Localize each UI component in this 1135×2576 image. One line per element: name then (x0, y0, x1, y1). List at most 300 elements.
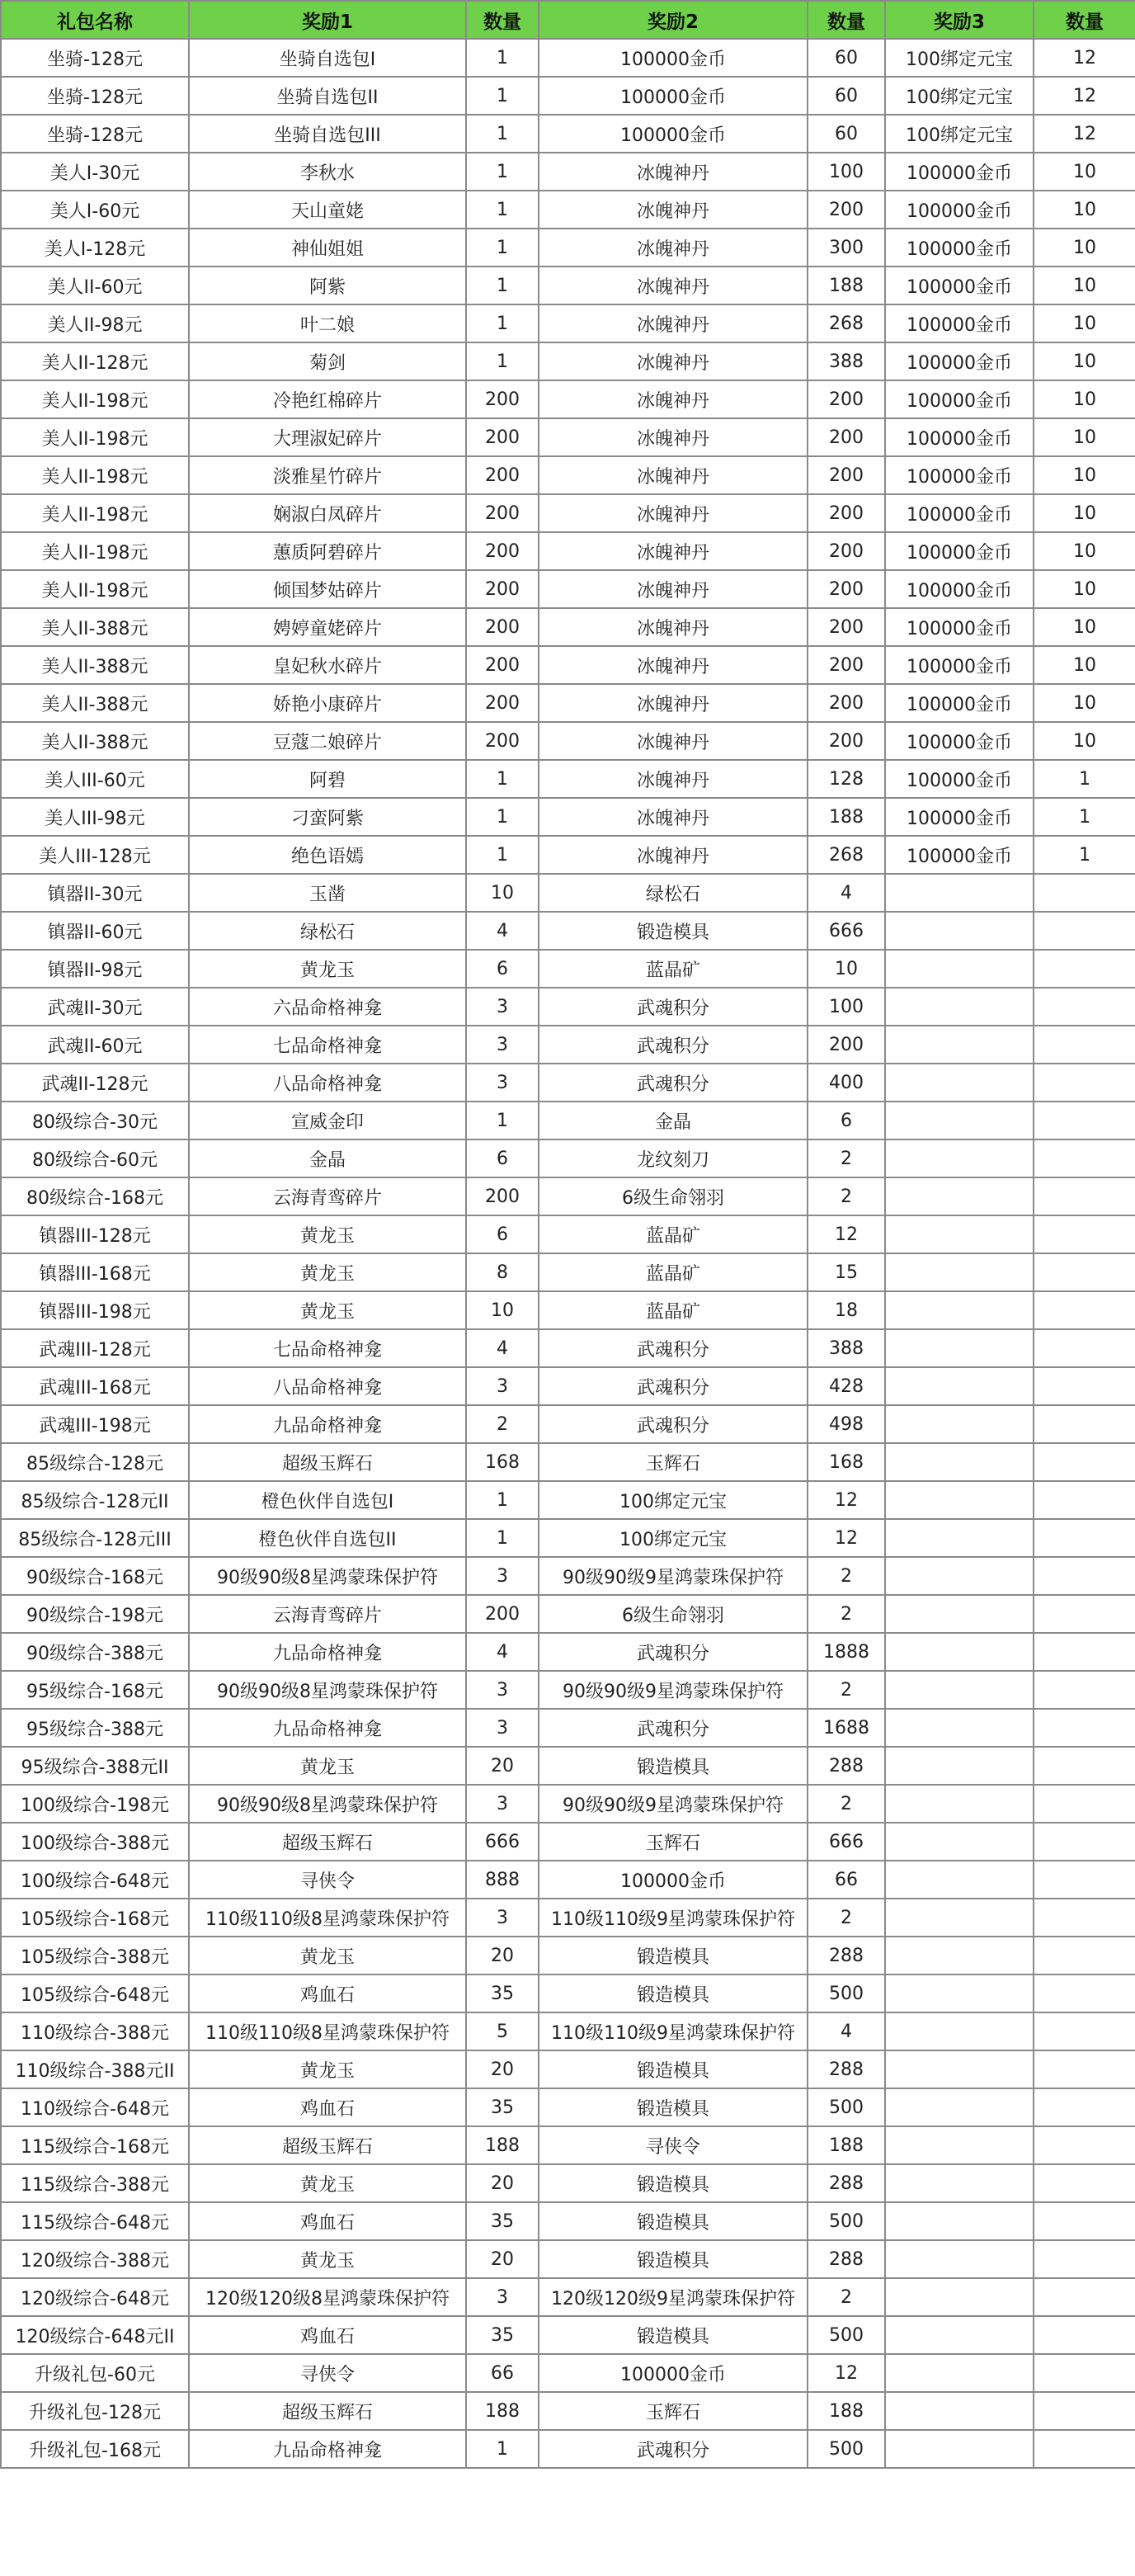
cell-col-reward1: 九品命格神龛 (189, 2430, 466, 2468)
cell-col-reward2: 120级120级9星鸿蒙珠保护符 (539, 2278, 808, 2316)
table-row (1, 1291, 1135, 1329)
cell-col-pack-name: 镇器III-198元 (1, 1291, 189, 1329)
cell-col-qty2: 500 (808, 2316, 885, 2354)
table-row (1, 2316, 1135, 2354)
table-header (1, 1, 1135, 39)
cell-col-qty1: 168 (466, 1443, 539, 1481)
cell-col-pack-name: 120级综合-648元II (1, 2316, 189, 2354)
table-row (1, 1671, 1135, 1709)
cell-col-qty3 (1034, 988, 1135, 1026)
cell-col-qty2: 2 (808, 1557, 885, 1595)
cell-col-qty1: 1 (466, 115, 539, 153)
cell-col-reward2: 6级生命翎羽 (539, 1177, 808, 1215)
cell-col-qty1: 888 (466, 1861, 539, 1899)
table-row (1, 760, 1135, 798)
cell-col-reward1: 九品命格神龛 (189, 1709, 466, 1747)
cell-col-pack-name: 升级礼包-60元 (1, 2354, 189, 2392)
table-row (1, 722, 1135, 760)
table-row (1, 798, 1135, 836)
cell-col-pack-name: 坐骑-128元 (1, 115, 189, 153)
cell-col-qty2: 666 (808, 912, 885, 950)
cell-col-qty2: 60 (808, 77, 885, 115)
cell-col-qty2: 500 (808, 2202, 885, 2240)
cell-col-qty3 (1034, 1671, 1135, 1709)
cell-col-reward1: 黄龙玉 (189, 2240, 466, 2278)
cell-col-reward2: 锻造模具 (539, 1937, 808, 1974)
cell-col-qty2: 2 (808, 1595, 885, 1633)
table-row (1, 380, 1135, 418)
cell-col-qty2: 200 (808, 608, 885, 646)
cell-col-qty2: 100 (808, 153, 885, 191)
cell-col-reward3 (885, 912, 1034, 950)
cell-col-qty1: 200 (466, 570, 539, 608)
cell-col-reward2: 100000金币 (539, 1861, 808, 1899)
cell-col-pack-name: 美人II-198元 (1, 380, 189, 418)
cell-col-qty3 (1034, 2240, 1135, 2278)
table-row (1, 456, 1135, 494)
cell-col-reward2: 蓝晶矿 (539, 1253, 808, 1291)
cell-col-pack-name: 115级综合-388元 (1, 2164, 189, 2202)
cell-col-reward2: 100绑定元宝 (539, 1519, 808, 1557)
cell-col-reward3 (885, 1481, 1034, 1519)
cell-col-qty3: 10 (1034, 342, 1135, 380)
cell-col-pack-name: 镇器III-128元 (1, 1215, 189, 1253)
cell-col-reward1: 七品命格神龛 (189, 1026, 466, 1064)
cell-col-reward2: 锻造模具 (539, 2088, 808, 2126)
cell-col-reward3: 100000金币 (885, 494, 1034, 532)
cell-col-pack-name: 105级综合-388元 (1, 1937, 189, 1974)
table-row (1, 1443, 1135, 1481)
cell-col-reward3 (885, 2050, 1034, 2088)
cell-col-qty3 (1034, 2430, 1135, 2468)
cell-col-qty2: 388 (808, 1329, 885, 1367)
cell-col-qty3: 10 (1034, 608, 1135, 646)
cell-col-reward2: 锻造模具 (539, 2202, 808, 2240)
cell-col-reward1: 大理淑妃碎片 (189, 418, 466, 456)
table-row (1, 1405, 1135, 1443)
cell-col-reward3 (885, 1405, 1034, 1443)
cell-col-qty2: 4 (808, 2012, 885, 2050)
cell-col-reward2: 90级90级9星鸿蒙珠保护符 (539, 1785, 808, 1823)
cell-col-qty2: 12 (808, 1519, 885, 1557)
cell-col-pack-name: 武魂III-128元 (1, 1329, 189, 1367)
cell-col-reward3 (885, 2126, 1034, 2164)
cell-col-reward1: 90级90级8星鸿蒙珠保护符 (189, 1785, 466, 1823)
cell-col-reward3: 100000金币 (885, 722, 1034, 760)
cell-col-qty2: 1888 (808, 1633, 885, 1671)
cell-col-reward1: 倾国梦姑碎片 (189, 570, 466, 608)
cell-col-pack-name: 115级综合-168元 (1, 2126, 189, 2164)
cell-col-qty3 (1034, 2202, 1135, 2240)
cell-col-reward1: 黄龙玉 (189, 1937, 466, 1974)
cell-col-reward3 (885, 2202, 1034, 2240)
cell-col-reward1: 金晶 (189, 1139, 466, 1177)
cell-col-qty2: 200 (808, 418, 885, 456)
cell-col-reward1: 超级玉辉石 (189, 1823, 466, 1861)
table-row (1, 1595, 1135, 1633)
cell-col-reward3: 100000金币 (885, 532, 1034, 570)
table-row (1, 229, 1135, 267)
cell-col-reward1: 淡雅星竹碎片 (189, 456, 466, 494)
header-col-qty1: 数量 (466, 1, 539, 39)
table-row (1, 1557, 1135, 1595)
cell-col-reward3 (885, 2430, 1034, 2468)
cell-col-qty1: 1 (466, 2430, 539, 2468)
cell-col-pack-name: 美人III-60元 (1, 760, 189, 798)
cell-col-qty2: 288 (808, 2240, 885, 2278)
cell-col-qty3 (1034, 1102, 1135, 1139)
table-row (1, 1367, 1135, 1405)
cell-col-pack-name: 镇器II-60元 (1, 912, 189, 950)
cell-col-reward1: 坐骑自选包III (189, 115, 466, 153)
cell-col-reward1: 菊剑 (189, 342, 466, 380)
cell-col-qty1: 1 (466, 39, 539, 77)
cell-col-reward3 (885, 1595, 1034, 1633)
cell-col-reward1: 阿紫 (189, 267, 466, 304)
cell-col-qty2: 300 (808, 229, 885, 267)
table-body (1, 39, 1135, 2468)
cell-col-qty1: 20 (466, 1747, 539, 1785)
cell-col-reward2: 绿松石 (539, 874, 808, 912)
cell-col-qty1: 200 (466, 608, 539, 646)
table-row (1, 950, 1135, 988)
cell-col-qty3 (1034, 1215, 1135, 1253)
cell-col-qty2: 1688 (808, 1709, 885, 1747)
cell-col-qty3 (1034, 1177, 1135, 1215)
cell-col-pack-name: 100级综合-648元 (1, 1861, 189, 1899)
cell-col-reward2: 武魂积分 (539, 1709, 808, 1747)
cell-col-qty1: 20 (466, 2240, 539, 2278)
cell-col-reward3: 100000金币 (885, 380, 1034, 418)
cell-col-reward2: 锻造模具 (539, 2164, 808, 2202)
cell-col-qty3 (1034, 1026, 1135, 1064)
cell-col-reward3: 100000金币 (885, 229, 1034, 267)
cell-col-qty3 (1034, 912, 1135, 950)
cell-col-pack-name: 美人II-60元 (1, 267, 189, 304)
cell-col-reward1: 橙色伙伴自选包II (189, 1519, 466, 1557)
cell-col-reward2: 冰魄神丹 (539, 267, 808, 304)
cell-col-qty2: 288 (808, 2164, 885, 2202)
cell-col-qty3: 10 (1034, 153, 1135, 191)
cell-col-reward2: 锻造模具 (539, 2050, 808, 2088)
cell-col-qty1: 2 (466, 1405, 539, 1443)
cell-col-reward1: 八品命格神龛 (189, 1064, 466, 1102)
cell-col-pack-name: 美人II-198元 (1, 532, 189, 570)
table-row (1, 1785, 1135, 1823)
cell-col-qty2: 288 (808, 1937, 885, 1974)
table-row (1, 1861, 1135, 1899)
cell-col-qty3: 1 (1034, 836, 1135, 874)
cell-col-reward3 (885, 1899, 1034, 1937)
cell-col-qty2: 60 (808, 115, 885, 153)
cell-col-qty1: 1 (466, 153, 539, 191)
cell-col-reward3 (885, 1367, 1034, 1405)
cell-col-qty3: 10 (1034, 532, 1135, 570)
cell-col-reward3: 100000金币 (885, 608, 1034, 646)
table-row (1, 2050, 1135, 2088)
table-row (1, 2088, 1135, 2126)
cell-col-reward2: 锻造模具 (539, 2316, 808, 2354)
cell-col-qty3: 10 (1034, 191, 1135, 229)
cell-col-qty3 (1034, 1937, 1135, 1974)
cell-col-reward3 (885, 1557, 1034, 1595)
cell-col-qty3 (1034, 1785, 1135, 1823)
cell-col-pack-name: 美人I-30元 (1, 153, 189, 191)
cell-col-qty1: 1 (466, 191, 539, 229)
cell-col-qty2: 200 (808, 1026, 885, 1064)
cell-col-reward1: 橙色伙伴自选包I (189, 1481, 466, 1519)
cell-col-reward2: 武魂积分 (539, 988, 808, 1026)
cell-col-pack-name: 85级综合-128元 (1, 1443, 189, 1481)
table-row (1, 684, 1135, 722)
cell-col-reward1: 超级玉辉石 (189, 2126, 466, 2164)
cell-col-reward1: 六品命格神龛 (189, 988, 466, 1026)
cell-col-reward1: 宣威金印 (189, 1102, 466, 1139)
cell-col-reward2: 冰魄神丹 (539, 456, 808, 494)
cell-col-pack-name: 镇器III-168元 (1, 1253, 189, 1291)
header-col-pack-name: 礼包名称 (1, 1, 189, 39)
cell-col-qty1: 200 (466, 684, 539, 722)
cell-col-reward3 (885, 1253, 1034, 1291)
cell-col-qty3 (1034, 2050, 1135, 2088)
cell-col-qty3: 10 (1034, 570, 1135, 608)
cell-col-pack-name: 武魂II-128元 (1, 1064, 189, 1102)
cell-col-reward1: 娴淑白凤碎片 (189, 494, 466, 532)
cell-col-qty2: 200 (808, 570, 885, 608)
cell-col-reward2: 武魂积分 (539, 1405, 808, 1443)
cell-col-qty2: 2 (808, 1671, 885, 1709)
cell-col-reward1: 黄龙玉 (189, 1291, 466, 1329)
cell-col-qty1: 4 (466, 1633, 539, 1671)
cell-col-reward3 (885, 1102, 1034, 1139)
cell-col-qty3 (1034, 1367, 1135, 1405)
cell-col-pack-name: 110级综合-388元II (1, 2050, 189, 2088)
cell-col-qty3 (1034, 2012, 1135, 2050)
cell-col-reward2: 冰魄神丹 (539, 646, 808, 684)
cell-col-reward1: 娉婷童姥碎片 (189, 608, 466, 646)
cell-col-reward2: 金晶 (539, 1102, 808, 1139)
cell-col-qty1: 200 (466, 418, 539, 456)
cell-col-qty1: 200 (466, 532, 539, 570)
cell-col-pack-name: 镇器II-98元 (1, 950, 189, 988)
cell-col-qty2: 200 (808, 722, 885, 760)
table-row (1, 2240, 1135, 2278)
cell-col-qty3 (1034, 1861, 1135, 1899)
cell-col-reward1: 李秋水 (189, 153, 466, 191)
cell-col-reward1: 120级120级8星鸿蒙珠保护符 (189, 2278, 466, 2316)
cell-col-qty2: 2 (808, 1139, 885, 1177)
cell-col-reward1: 娇艳小康碎片 (189, 684, 466, 722)
table-row (1, 2012, 1135, 2050)
cell-col-qty2: 200 (808, 456, 885, 494)
cell-col-qty1: 188 (466, 2126, 539, 2164)
cell-col-reward3 (885, 1974, 1034, 2012)
cell-col-qty1: 3 (466, 1026, 539, 1064)
cell-col-qty2: 12 (808, 1481, 885, 1519)
cell-col-reward3 (885, 2354, 1034, 2392)
cell-col-pack-name: 120级综合-648元 (1, 2278, 189, 2316)
cell-col-reward3 (885, 950, 1034, 988)
cell-col-reward3: 100绑定元宝 (885, 115, 1034, 153)
cell-col-reward1: 九品命格神龛 (189, 1633, 466, 1671)
cell-col-qty2: 200 (808, 532, 885, 570)
cell-col-qty2: 200 (808, 494, 885, 532)
cell-col-qty1: 188 (466, 2392, 539, 2430)
cell-col-qty1: 1 (466, 77, 539, 115)
cell-col-pack-name: 美人II-198元 (1, 456, 189, 494)
table-row (1, 1937, 1135, 1974)
cell-col-qty3 (1034, 1899, 1135, 1937)
cell-col-reward1: 黄龙玉 (189, 2164, 466, 2202)
cell-col-reward3 (885, 1937, 1034, 1974)
table-row (1, 153, 1135, 191)
cell-col-reward2: 武魂积分 (539, 1064, 808, 1102)
cell-col-reward2: 武魂积分 (539, 1329, 808, 1367)
cell-col-qty3: 10 (1034, 494, 1135, 532)
cell-col-reward1: 坐骑自选包II (189, 77, 466, 115)
cell-col-reward3 (885, 1861, 1034, 1899)
table-row (1, 267, 1135, 304)
table-row (1, 2126, 1135, 2164)
cell-col-pack-name: 美人II-98元 (1, 304, 189, 342)
cell-col-reward2: 冰魄神丹 (539, 418, 808, 456)
cell-col-qty2: 498 (808, 1405, 885, 1443)
cell-col-reward2: 冰魄神丹 (539, 380, 808, 418)
cell-col-reward1: 90级90级8星鸿蒙珠保护符 (189, 1557, 466, 1595)
cell-col-qty1: 35 (466, 2202, 539, 2240)
cell-col-reward2: 寻侠令 (539, 2126, 808, 2164)
table-row (1, 494, 1135, 532)
cell-col-qty1: 6 (466, 1215, 539, 1253)
table-row (1, 1026, 1135, 1064)
cell-col-qty1: 4 (466, 912, 539, 950)
table-row (1, 1709, 1135, 1747)
table-row (1, 39, 1135, 77)
cell-col-reward2: 冰魄神丹 (539, 153, 808, 191)
cell-col-qty2: 388 (808, 342, 885, 380)
cell-col-qty1: 6 (466, 950, 539, 988)
table-row (1, 2164, 1135, 2202)
cell-col-reward2: 100000金币 (539, 39, 808, 77)
cell-col-reward3 (885, 1329, 1034, 1367)
cell-col-qty1: 3 (466, 1367, 539, 1405)
cell-col-qty2: 200 (808, 684, 885, 722)
cell-col-reward3 (885, 1064, 1034, 1102)
cell-col-qty3 (1034, 1557, 1135, 1595)
table-row (1, 874, 1135, 912)
cell-col-reward3: 100000金币 (885, 191, 1034, 229)
cell-col-qty3 (1034, 1405, 1135, 1443)
cell-col-qty3: 12 (1034, 115, 1135, 153)
cell-col-pack-name: 美人II-388元 (1, 722, 189, 760)
cell-col-reward1: 鸡血石 (189, 2202, 466, 2240)
cell-col-reward1: 刁蛮阿紫 (189, 798, 466, 836)
cell-col-qty1: 200 (466, 494, 539, 532)
table-row (1, 1177, 1135, 1215)
cell-col-qty3 (1034, 2278, 1135, 2316)
cell-col-reward2: 锻造模具 (539, 1974, 808, 2012)
cell-col-qty3 (1034, 1443, 1135, 1481)
cell-col-qty3 (1034, 1747, 1135, 1785)
cell-col-qty1: 200 (466, 380, 539, 418)
cell-col-reward1: 八品命格神龛 (189, 1367, 466, 1405)
cell-col-pack-name: 85级综合-128元III (1, 1519, 189, 1557)
cell-col-qty3 (1034, 2392, 1135, 2430)
cell-col-qty2: 128 (808, 760, 885, 798)
cell-col-qty3 (1034, 1253, 1135, 1291)
cell-col-qty2: 288 (808, 1747, 885, 1785)
table-row (1, 1519, 1135, 1557)
cell-col-reward2: 龙纹刻刀 (539, 1139, 808, 1177)
cell-col-qty1: 10 (466, 874, 539, 912)
table-row (1, 1974, 1135, 2012)
cell-col-reward3 (885, 874, 1034, 912)
cell-col-reward3: 100000金币 (885, 456, 1034, 494)
cell-col-qty1: 1 (466, 1519, 539, 1557)
cell-col-qty1: 3 (466, 1064, 539, 1102)
cell-col-qty3 (1034, 1481, 1135, 1519)
cell-col-reward2: 90级90级9星鸿蒙珠保护符 (539, 1671, 808, 1709)
cell-col-qty3 (1034, 1329, 1135, 1367)
cell-col-reward1: 七品命格神龛 (189, 1329, 466, 1367)
cell-col-reward2: 锻造模具 (539, 2240, 808, 2278)
cell-col-qty1: 666 (466, 1823, 539, 1861)
cell-col-qty1: 1 (466, 1102, 539, 1139)
table-row (1, 2354, 1135, 2392)
cell-col-reward1: 玉凿 (189, 874, 466, 912)
table-row (1, 646, 1135, 684)
cell-col-reward3 (885, 2012, 1034, 2050)
cell-col-pack-name: 80级综合-168元 (1, 1177, 189, 1215)
cell-col-qty1: 20 (466, 2050, 539, 2088)
cell-col-reward1: 110级110级8星鸿蒙珠保护符 (189, 2012, 466, 2050)
cell-col-qty1: 1 (466, 836, 539, 874)
cell-col-reward1: 110级110级8星鸿蒙珠保护符 (189, 1899, 466, 1937)
cell-col-qty1: 10 (466, 1291, 539, 1329)
cell-col-reward3 (885, 1785, 1034, 1823)
cell-col-qty1: 6 (466, 1139, 539, 1177)
cell-col-reward3: 100000金币 (885, 418, 1034, 456)
cell-col-pack-name: 美人III-128元 (1, 836, 189, 874)
table-row (1, 1633, 1135, 1671)
cell-col-pack-name: 升级礼包-128元 (1, 2392, 189, 2430)
cell-col-reward2: 冰魄神丹 (539, 229, 808, 267)
table-row (1, 1102, 1135, 1139)
cell-col-reward2: 6级生命翎羽 (539, 1595, 808, 1633)
cell-col-reward3: 100000金币 (885, 342, 1034, 380)
cell-col-pack-name: 105级综合-168元 (1, 1899, 189, 1937)
cell-col-reward2: 100000金币 (539, 2354, 808, 2392)
cell-col-qty1: 35 (466, 2088, 539, 2126)
cell-col-reward1: 阿碧 (189, 760, 466, 798)
cell-col-qty3: 10 (1034, 456, 1135, 494)
cell-col-reward2: 武魂积分 (539, 1026, 808, 1064)
table-row (1, 608, 1135, 646)
cell-col-pack-name: 美人II-128元 (1, 342, 189, 380)
table-row (1, 912, 1135, 950)
cell-col-reward3 (885, 1443, 1034, 1481)
cell-col-qty2: 500 (808, 2430, 885, 2468)
cell-col-pack-name: 120级综合-388元 (1, 2240, 189, 2278)
table-row (1, 304, 1135, 342)
cell-col-qty1: 3 (466, 1899, 539, 1937)
cell-col-qty1: 200 (466, 722, 539, 760)
cell-col-reward1: 黄龙玉 (189, 950, 466, 988)
cell-col-qty2: 18 (808, 1291, 885, 1329)
cell-col-qty2: 2 (808, 1899, 885, 1937)
cell-col-reward1: 皇妃秋水碎片 (189, 646, 466, 684)
cell-col-qty2: 188 (808, 267, 885, 304)
